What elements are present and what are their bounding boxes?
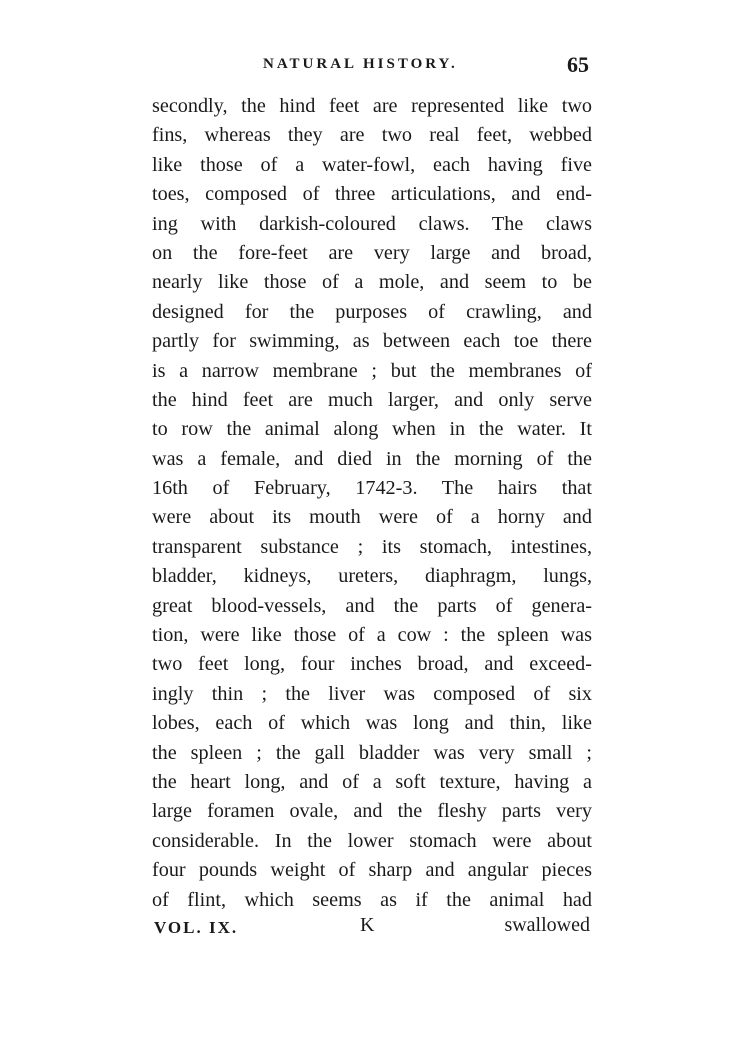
volume-signature: VOL. IX. — [154, 918, 239, 937]
text-line: fins, whereas they are two real feet, webbed — [152, 124, 592, 147]
text-line: great blood-vessels, and the parts of genera- — [152, 594, 592, 617]
text-line: four pounds weight of sharp and angular pieces — [152, 859, 592, 882]
running-head: NATURAL HISTORY. — [263, 56, 458, 72]
text-line: nearly like those of a mole, and seem to be — [152, 271, 592, 294]
text-line: 16th of February, 1742-3. The hairs that — [152, 477, 592, 500]
text-line: toes, composed of three articulations, and end- — [152, 183, 592, 206]
text-line: the hind feet are much larger, and only serve — [152, 388, 592, 411]
sheet-mark: K — [360, 914, 375, 936]
text-line: is a narrow membrane ; but the membranes of — [152, 359, 592, 382]
text-line: like those of a water-fowl, each having five — [152, 153, 592, 176]
page-number: 65 — [567, 52, 589, 77]
text-line: tion, were like those of a cow : the spleen was — [152, 624, 592, 647]
text-line: the heart long, and of a soft texture, having a — [152, 770, 592, 793]
text-line: were about its mouth were of a horny and — [152, 506, 592, 529]
text-line: lobes, each of which was long and thin, like — [152, 712, 592, 735]
text-line: ingly thin ; the liver was composed of six — [152, 682, 592, 705]
text-line: was a female, and died in the morning of the — [152, 447, 592, 470]
text-line: designed for the purposes of crawling, and — [152, 300, 592, 323]
text-line: large foramen ovale, and the fleshy parts very — [152, 800, 592, 823]
catchword: swallowed — [504, 914, 590, 936]
text-line: partly for swimming, as between each toe there — [152, 330, 592, 353]
text-line: transparent substance ; its stomach, intestines, — [152, 535, 592, 558]
text-line: the spleen ; the gall bladder was very small ; — [152, 741, 592, 764]
text-line: to row the animal along when in the water. It — [152, 418, 592, 441]
body-text — [152, 92, 592, 915]
text-line: on the fore-feet are very large and broad, — [152, 241, 592, 264]
text-line: secondly, the hind feet are represented like two — [152, 95, 592, 117]
text-line: bladder, kidneys, ureters, diaphragm, lungs, — [152, 565, 592, 588]
text-line: two feet long, four inches broad, and exceed- — [152, 653, 592, 676]
text-line: of flint, which seems as if the animal had — [152, 888, 592, 911]
page-header — [150, 52, 595, 82]
text-line: considerable. In the lower stomach were about — [152, 829, 592, 852]
page-footer — [152, 912, 592, 944]
text-line: ing with darkish-coloured claws. The claws — [152, 212, 592, 235]
